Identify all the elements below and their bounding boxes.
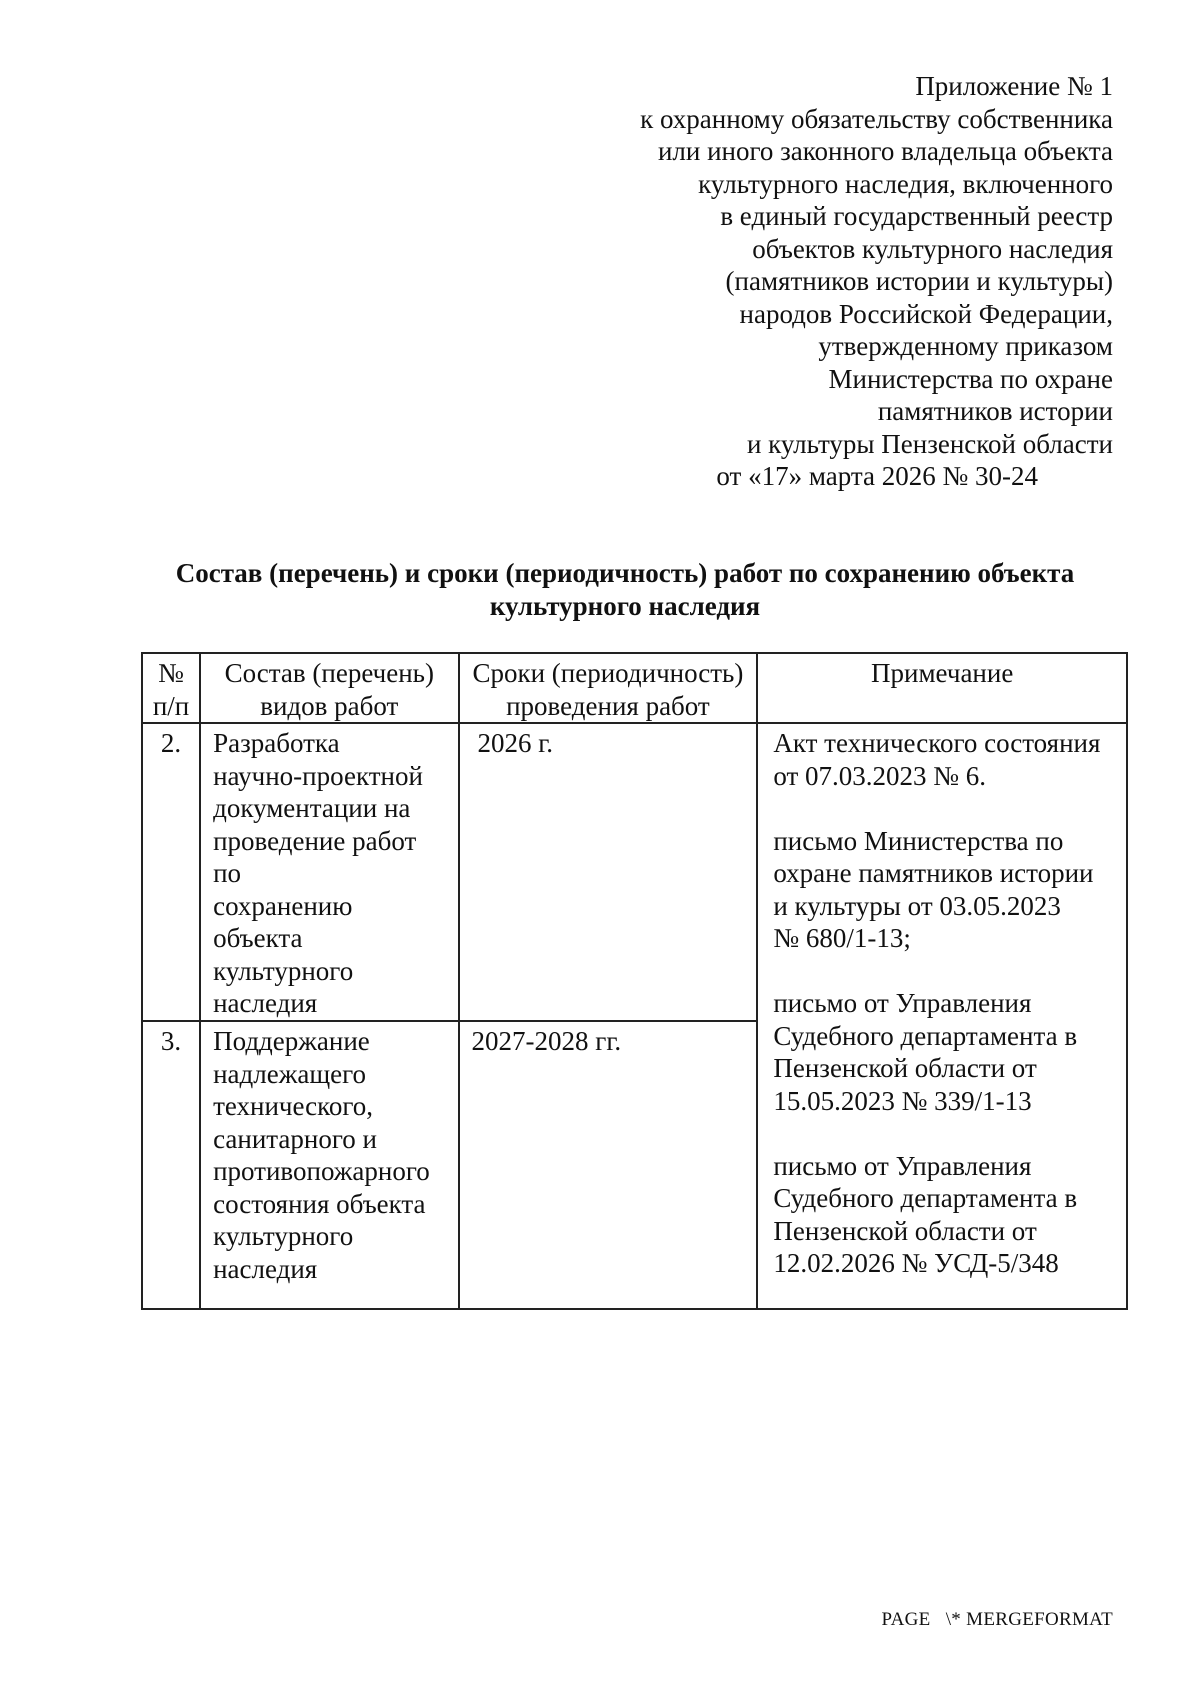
works-table [141, 652, 1128, 1310]
appendix-line: Министерства по охране [828, 363, 1113, 394]
note-paragraph: письмо от Управления Судебного департамента в Пензенской области от 12.02.2026 № УСД-5/348 [773, 1150, 1078, 1278]
row-number: 3. [142, 1021, 200, 1309]
title-line: культурного наследия [489, 590, 761, 621]
table-header-row [142, 653, 1127, 723]
appendix-line: к охранному обязательству собственника [640, 103, 1113, 134]
work-cell: Разработка научно-проектной документации на проведение работ по сохранению объекта культурного наследия [200, 723, 458, 1021]
note-cell [757, 723, 1127, 1309]
document-title [120, 557, 1130, 622]
note-paragraph: Акт технического состояния от 07.03.2023 № 6. [773, 728, 1101, 791]
note-paragraph: письмо Министерства по охране памятников истории и культуры от 03.05.2023 № 680/1-13; [773, 825, 1094, 953]
header-num: № п/п [142, 653, 200, 723]
table-row [142, 723, 1127, 1021]
appendix-line: объектов культурного наследия [752, 233, 1113, 264]
page-footer-field: PAGE \* MERGEFORMAT [881, 1609, 1113, 1630]
note-paragraph: письмо от Управления Судебного департамента в Пензенской области от 15.05.2023 № 339/1-13 [773, 988, 1078, 1116]
appendix-date-line: от «17» марта 2026 № 30-24 [716, 461, 1038, 491]
appendix-line: народов Российской Федерации, [739, 298, 1113, 329]
term-cell: 2027-2028 гг. [459, 1021, 758, 1309]
header-work: Состав (перечень) видов работ [200, 653, 458, 723]
appendix-line: в единый государственный реестр [720, 201, 1113, 231]
title-line: Состав (перечень) и сроки (периодичность) работ по сохранению объекта [175, 558, 1075, 588]
appendix-line: памятников истории [877, 396, 1113, 426]
row-number: 2. [142, 723, 200, 1021]
work-cell: Поддержание надлежащего технического, санитарного и противопожарного состояния объекта культурного наследия [200, 1021, 458, 1309]
header-note: Примечание [757, 653, 1127, 723]
appendix-line: утвержденному приказом [818, 331, 1113, 361]
term-cell: 2026 г. [459, 723, 758, 1021]
appendix-line: или иного законного владельца объекта [657, 136, 1113, 166]
appendix-line: (памятников истории и культуры) [725, 266, 1113, 296]
appendix-line: Приложение № 1 [915, 71, 1113, 101]
appendix-line: культурного наследия, включенного [698, 168, 1113, 199]
appendix-line: и культуры Пензенской области [746, 428, 1113, 459]
header-term: Сроки (периодичность) проведения работ [459, 653, 758, 723]
appendix-header [493, 70, 1113, 493]
